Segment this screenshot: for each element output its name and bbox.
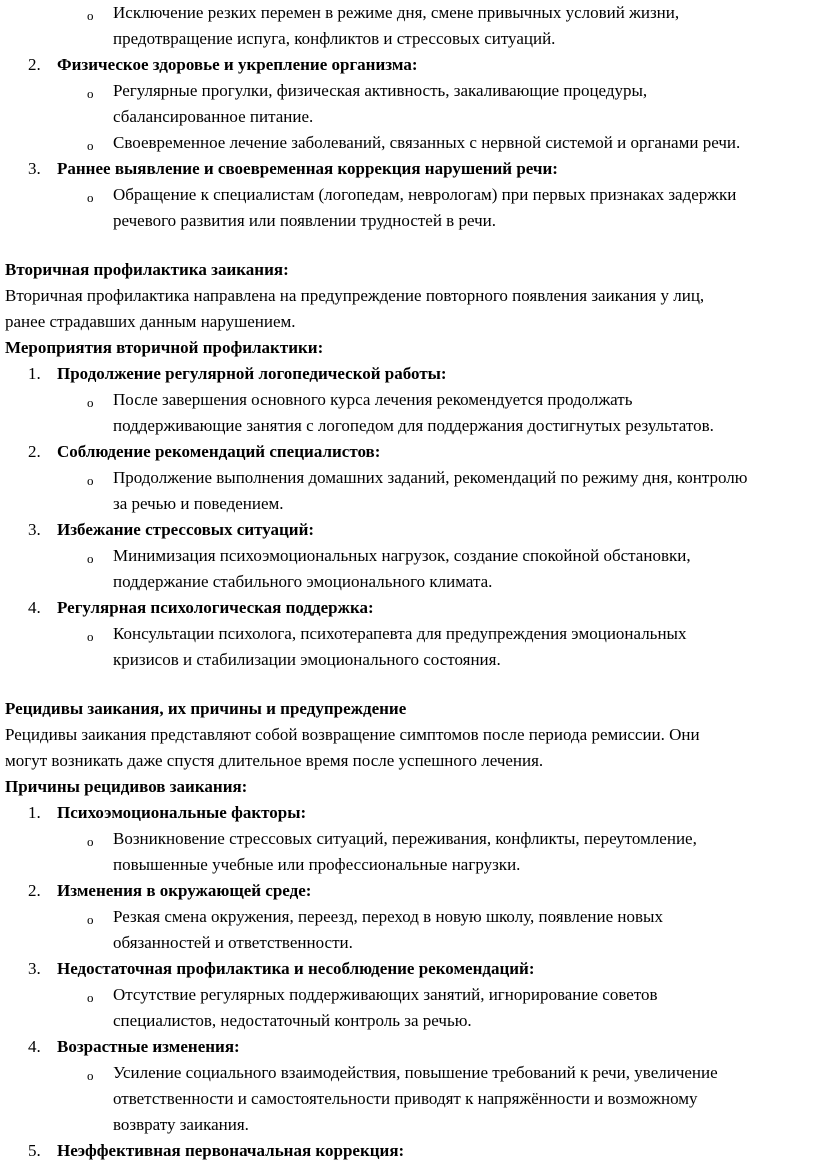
list-number: 4. — [28, 598, 41, 617]
bullet-marker: o — [87, 834, 94, 849]
list-subitem-text: Отсутствие регулярных поддерживающих занятий, игнорирование советов — [113, 985, 658, 1004]
list-subitem-text: Резкая смена окружения, переезд, переход в новую школу, появление новых — [113, 907, 663, 926]
list-number: 3. — [28, 520, 41, 539]
list-subitem-text: сбалансированное питание. — [113, 107, 314, 126]
bullet-marker: o — [87, 473, 94, 488]
bullet-marker: o — [87, 395, 94, 410]
list-subitem-text: Исключение резких перемен в режиме дня, смене привычных условий жизни, — [113, 3, 680, 22]
bullet-marker: o — [87, 912, 94, 927]
subsection-heading: Мероприятия вторичной профилактики: — [5, 338, 324, 357]
paragraph-line: Рецидивы заикания представляют собой возвращение симптомов после периода ремиссии. Они — [5, 725, 700, 744]
list-item-title: Избежание стрессовых ситуаций: — [57, 520, 315, 539]
list-subitem-text: Продолжение выполнения домашних заданий, рекомендаций по режиму дня, контролю — [113, 468, 748, 487]
bullet-marker: o — [87, 86, 94, 101]
list-item-title: Раннее выявление и своевременная коррекция нарушений речи: — [57, 159, 558, 178]
list-subitem-text: ответственности и самостоятельности приводят к напряжённости и возможному — [113, 1089, 698, 1108]
list-item-title: Физическое здоровье и укрепление организма: — [57, 55, 418, 74]
list-subitem-text: специалистов, недостаточный контроль за речью. — [113, 1011, 472, 1030]
bullet-marker: o — [87, 1068, 94, 1083]
list-subitem-text: повышенные учебные или профессиональные нагрузки. — [113, 855, 521, 874]
list-subitem-text: Обращение к специалистам (логопедам, неврологам) при первых признаках задержки — [113, 185, 737, 204]
list-number: 2. — [28, 442, 41, 461]
list-item-title: Неэффективная первоначальная коррекция: — [57, 1141, 405, 1160]
bullet-marker: o — [87, 629, 94, 644]
list-item-title: Изменения в окружающей среде: — [57, 881, 312, 900]
list-subitem-text: возврату заикания. — [113, 1115, 249, 1134]
list-number: 1. — [28, 803, 41, 822]
list-subitem-text: Своевременное лечение заболеваний, связанных с нервной системой и органами речи. — [113, 133, 741, 152]
list-subitem-text: поддерживающие занятия с логопедом для поддержания достигнутых результатов. — [113, 416, 714, 435]
bullet-marker: o — [87, 551, 94, 566]
bullet-marker: o — [87, 8, 94, 23]
paragraph-line: ранее страдавших данным нарушением. — [5, 312, 296, 331]
list-subitem-text: кризисов и стабилизации эмоционального состояния. — [113, 650, 501, 669]
list-item-title: Продолжение регулярной логопедической работы: — [57, 364, 447, 383]
list-number: 1. — [28, 364, 41, 383]
list-number: 2. — [28, 55, 41, 74]
paragraph-line: могут возникать даже спустя длительное время после успешного лечения. — [5, 751, 544, 770]
list-subitem-text: Усиление социального взаимодействия, повышение требований к речи, увеличение — [113, 1063, 718, 1082]
list-subitem-text: После завершения основного курса лечения рекомендуется продолжать — [113, 390, 633, 409]
list-subitem-text: Возникновение стрессовых ситуаций, переживания, конфликты, переутомление, — [113, 829, 697, 848]
list-number: 4. — [28, 1037, 41, 1056]
list-subitem-text: Минимизация психоэмоциональных нагрузок, создание спокойной обстановки, — [113, 546, 691, 565]
list-item-title: Возрастные изменения: — [57, 1037, 240, 1056]
bullet-marker: o — [87, 138, 94, 153]
bullet-marker: o — [87, 990, 94, 1005]
list-subitem-text: речевого развития или появлении трудностей в речи. — [113, 211, 496, 230]
paragraph-line: Вторичная профилактика направлена на предупреждение повторного появления заикания у лиц, — [5, 286, 705, 305]
list-subitem-text: предотвращение испуга, конфликтов и стрессовых ситуаций. — [113, 29, 556, 48]
list-subitem-text: за речью и поведением. — [113, 494, 284, 513]
list-subitem-text: Регулярные прогулки, физическая активность, закаливающие процедуры, — [113, 81, 648, 100]
section-heading: Рецидивы заикания, их причины и предупреждение — [5, 699, 407, 718]
section-heading: Вторичная профилактика заикания: — [5, 260, 289, 279]
list-item-title: Недостаточная профилактика и несоблюдение рекомендаций: — [57, 959, 535, 978]
list-item-title: Регулярная психологическая поддержка: — [57, 598, 374, 617]
list-subitem-text: обязанностей и ответственности. — [113, 933, 353, 952]
list-number: 2. — [28, 881, 41, 900]
bullet-marker: o — [87, 190, 94, 205]
list-item-title: Психоэмоциональные факторы: — [57, 803, 307, 822]
list-number: 3. — [28, 959, 41, 978]
list-number: 3. — [28, 159, 41, 178]
list-subitem-text: поддержание стабильного эмоционального климата. — [113, 572, 493, 591]
subsection-heading: Причины рецидивов заикания: — [5, 777, 248, 796]
list-item-title: Соблюдение рекомендаций специалистов: — [57, 442, 381, 461]
list-subitem-text: Консультации психолога, психотерапевта для предупреждения эмоциональных — [113, 624, 687, 643]
list-number: 5. — [28, 1141, 41, 1160]
